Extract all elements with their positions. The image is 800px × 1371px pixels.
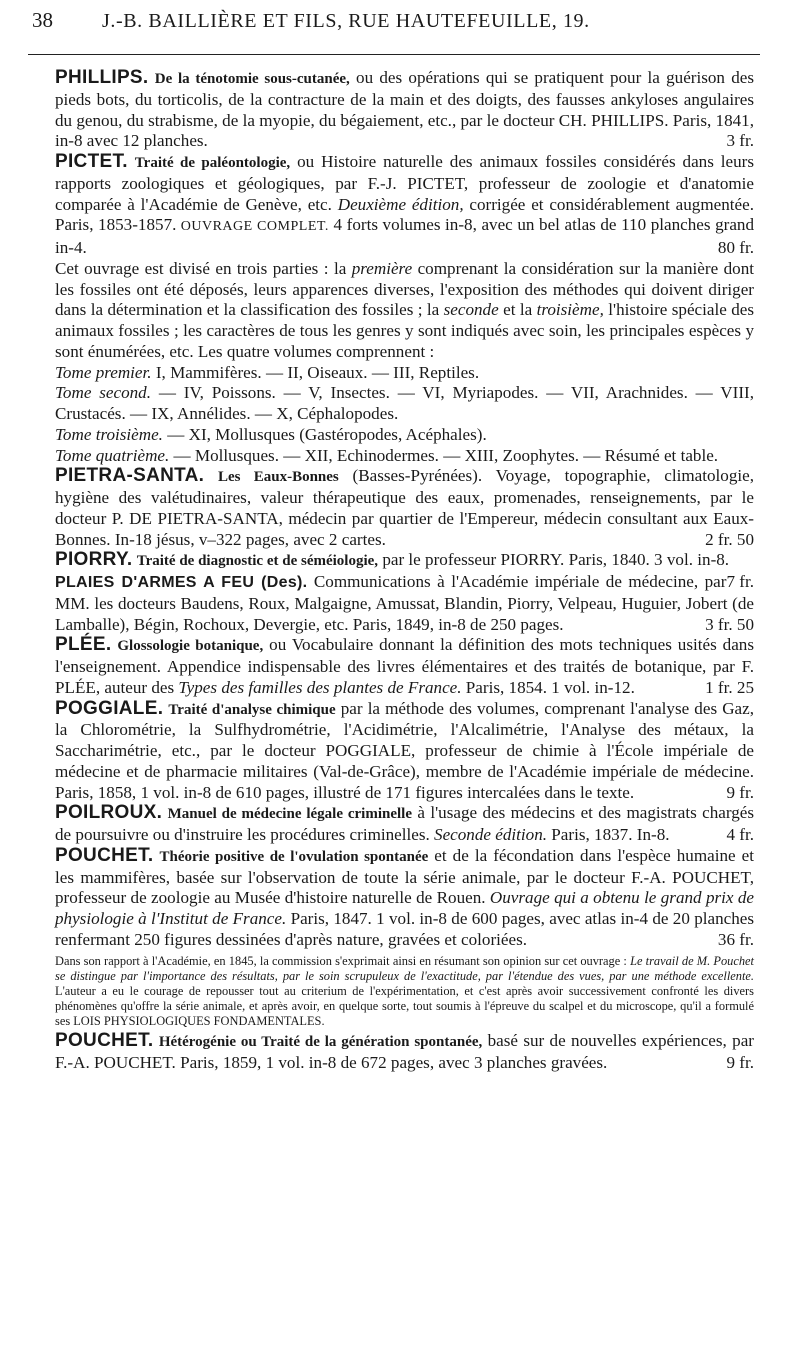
price: 4 fr. bbox=[726, 825, 754, 844]
work-title: Traité d'analyse chimique bbox=[168, 701, 336, 718]
cited-title: Types des familles des plantes de France. bbox=[174, 677, 462, 697]
desc-text: l'histoire spéciale des animaux fossiles ; les caractères de tous les genres y sont indiqués avec soin, les principales espèces y sont énumérées, etc. Les quatre volumes comprennent : bbox=[55, 300, 755, 361]
entry-body-end: Paris, 1847. 1 vol. in-8 de 600 pages, avec atlas in-4 de 20 planches renfermant 250 figures dessinées d'après nature, gravées et coloriées. bbox=[55, 909, 754, 949]
desc-italic: seconde bbox=[439, 300, 499, 320]
note-text: L'auteur a eu le courage de repousser tout au criterium de l'expérimentation, et c'est après avoir successivement confronté les divers phénomènes qu'offre la série animale, et après avoir, en quelque sorte, tout soumis à l'épreuve du scalpel et du microscope, qu'il a formulé ses LOIS PHYSIOLOGIQUES FONDAMENTALES. bbox=[55, 983, 754, 1028]
entry-body: ou Histoire naturelle des animaux fossiles considérés dans leurs rapports zoologiques et géologiques, par F.-J. PICTET, professeur de zoologie et d'anatomie comparée à l'Académie de Genève, etc. bbox=[55, 152, 754, 214]
desc-text: comprenant la considération sur la manière dont les fossiles ont été déposés, leurs apparences diverses, l'exposition des méthodes qui doivent diriger dans la détermination et la classification des fossiles ; la bbox=[55, 258, 754, 320]
entry-phillips bbox=[55, 68, 754, 152]
author-name: PIETRA-SANTA. bbox=[55, 465, 205, 487]
author-name: PIORRY. bbox=[55, 549, 133, 571]
complete-work-label: OUVRAGE COMPLET. bbox=[176, 219, 329, 235]
entry-pietra-santa bbox=[55, 466, 754, 550]
tome-label: Tome premier. bbox=[55, 362, 152, 382]
tome-text: I, Mammifères. — II, Oiseaux. — III, Reptiles. bbox=[151, 362, 480, 382]
tome-text: — Mollusques. — XII, Echinodermes. — XIII, Zoophytes. — Résumé et table. bbox=[169, 445, 719, 465]
work-title: Glossologie botanique, bbox=[117, 638, 264, 655]
work-title: Les Eaux-Bonnes bbox=[218, 469, 339, 486]
academy-report-note bbox=[55, 954, 754, 1029]
entry-body-end: 4 forts volumes in-8, avec un bel atlas de 110 planches grand in-4. bbox=[55, 215, 755, 257]
price: 80 fr. bbox=[717, 238, 754, 257]
desc-text: Cet ouvrage est divisé en trois parties : la bbox=[55, 258, 347, 278]
entry-body: (Basses-Pyrénées). Voyage, topographie, climatologie, hygiène des valétudinaires, valeur thérapeutique des eaux, promenades, renseignements, par le docteur P. DE PIETRA-SANTA, médecin par quartier de l'Empereur, médecin consultant aux Eaux-Bonnes. In-18 jésus, v–322 pages, avec 2 cartes. bbox=[55, 466, 754, 549]
catalogue-content bbox=[55, 68, 754, 1073]
price: 2 fr. 50 bbox=[705, 529, 754, 549]
price: 1 fr. 25 bbox=[705, 677, 754, 697]
tome-line bbox=[55, 363, 754, 384]
tome-text: — XI, Mollusques (Gastéropodes, Acéphales). bbox=[162, 424, 487, 444]
tome-label: Tome second. bbox=[55, 383, 151, 403]
price: 9 fr. bbox=[726, 1052, 754, 1072]
price: 9 fr. bbox=[726, 782, 754, 802]
price: 3 fr. 50 bbox=[705, 614, 754, 634]
entry-body-cont: corrigée et considérablement augmentée. Paris, 1853-1857. bbox=[55, 194, 754, 235]
work-title: Hétérogénie ou Traité de la génération spontanée, bbox=[158, 1033, 483, 1050]
edition-note: Seconde édition. bbox=[429, 825, 548, 844]
desc-italic: première bbox=[346, 258, 413, 278]
desc-text: et la bbox=[498, 300, 533, 320]
running-title: J.-B. BAILLIÈRE ET FILS, RUE HAUTEFEUILLE, 19. bbox=[102, 10, 590, 32]
page-number: 38 bbox=[32, 8, 53, 32]
price: 3 fr. bbox=[726, 131, 754, 151]
edition-note: Deuxième édition, bbox=[331, 194, 464, 214]
tome-text: — IV, Poissons. — V, Insectes. — VI, Myriapodes. — VII, Arachnides. — VIII, Crustacés. — IX, Annélides. — X, Céphalopodes. bbox=[55, 383, 754, 423]
pictet-description bbox=[55, 259, 754, 363]
price: 36 fr. bbox=[717, 929, 754, 949]
entry-body-end: Paris, 1854. 1 vol. in-12. bbox=[461, 677, 635, 697]
author-name: PICTET. bbox=[55, 151, 128, 172]
work-title: Manuel de médecine légale criminelle bbox=[167, 806, 412, 823]
tome-label: Tome quatrième. bbox=[55, 445, 170, 465]
author-name: PLÉE. bbox=[55, 634, 112, 656]
entry-poilroux bbox=[55, 803, 754, 846]
entry-body: à l'usage des médecins et des magistrats chargés de poursuivre ou d'instruire les procédures criminelles. bbox=[55, 803, 754, 844]
author-name: POGGIALE. bbox=[55, 697, 164, 719]
note-quote: Le travail de M. Pouchet se distingue par l'importance des résultats, par le soin scrupuleux de l'exactitude, par l'étendue des vues, par une méthode excellente. bbox=[55, 953, 754, 983]
entry-plee bbox=[55, 635, 754, 698]
work-title: De la ténotomie sous-cutanée, bbox=[154, 71, 350, 87]
page-header bbox=[32, 8, 760, 38]
entry-poggiale bbox=[55, 699, 754, 804]
entry-body: et de la fécondation dans l'espèce humaine et les mammifères, basée sur l'observation de toute la série animale, par le docteur F.-A. POUCHET, professeur de zoologie au Musée d'histoire naturelle de Rouen. bbox=[55, 845, 754, 908]
tome-label: Tome troisième. bbox=[55, 424, 163, 444]
tome-line bbox=[55, 446, 754, 467]
desc-italic: troisième, bbox=[532, 300, 604, 320]
prize-note: Ouvrage qui a obtenu le grand prix de physiologie à l'Institut de France. bbox=[55, 888, 754, 928]
author-name: POUCHET. bbox=[55, 1029, 154, 1051]
entry-body: par le professeur PIORRY. Paris, 1840. 3 vol. in-8. bbox=[378, 550, 730, 570]
author-name: PLAIES D'ARMES A FEU (Des). bbox=[55, 574, 308, 591]
work-title: Traité de paléontologie, bbox=[134, 155, 291, 171]
entry-body-end: Paris, 1837. In-8. bbox=[547, 825, 670, 844]
entry-pouchet-heterogenie bbox=[55, 1031, 754, 1074]
work-title: Traité de diagnostic et de séméiologie, bbox=[136, 553, 379, 570]
entry-pouchet-ovulation bbox=[55, 846, 754, 951]
entry-body: par la méthode des volumes, comprenant l'analyse des Gaz, la Chlorométrie, la Sulfhydrométrie, l'Acidimétrie, l'Alcalimétrie, l'Analyse des métaux, la Saccharimétrie, etc., par le docteur POGGIALE, professeur de chimie à l'École impériale de médecine et de pharmacie militaires (Val-de-Grâce), membre de l'Académie impériale de médecine. Paris, 1858, 1 vol. in-8 de 610 pages, illustré de 171 figures intercalées dans le texte. bbox=[55, 698, 754, 802]
author-name: POUCHET. bbox=[55, 844, 154, 866]
price: 7 fr. bbox=[726, 572, 754, 591]
entry-plaies bbox=[55, 572, 754, 635]
entry-body: ou Vocabulaire donnant la définition des mots techniques usités dans l'enseignement. Appendice indispensable des livres élémentaires et des traités de botanique, par F. PLÉE, auteur des bbox=[55, 635, 754, 697]
entry-body: basé sur de nouvelles expériences, par F.-A. POUCHET. Paris, 1859, 1 vol. in-8 de 672 pages, avec 3 planches gravées. bbox=[55, 1030, 754, 1072]
work-title: Théorie positive de l'ovulation spontanée bbox=[159, 848, 429, 865]
tome-line bbox=[55, 383, 754, 425]
tome-line bbox=[55, 425, 754, 446]
header-rule bbox=[28, 54, 760, 55]
author-name: POILROUX. bbox=[55, 802, 163, 824]
entry-body: Communications à l'Académie impériale de médecine, par MM. les docteurs Baudens, Roux, Malgaigne, Amussat, Blandin, Piorry, Velpeau, Huguier, Jobert (de Lamballe), Bégin, Rochoux, Devergie, etc. Paris, 1849, in-8 de 250 pages. bbox=[55, 572, 754, 634]
note-text: Dans son rapport à l'Académie, en 1845, la commission s'exprimait ainsi en résumant son opinion sur cet ouvrage : bbox=[55, 953, 627, 968]
entry-body: ou des opérations qui se pratiquent pour la guérison des pieds bots, du torticolis, de la contracture de la main et des doigts, des fausses ankyloses angulaires du genou, du strabisme, de la myopie, du bégaiement, etc., par le docteur CH. PHILLIPS. Paris, 1841, in-8 avec 12 planches. bbox=[55, 68, 754, 151]
author-name: PHILLIPS. bbox=[55, 67, 149, 88]
entry-pictet bbox=[55, 152, 754, 259]
